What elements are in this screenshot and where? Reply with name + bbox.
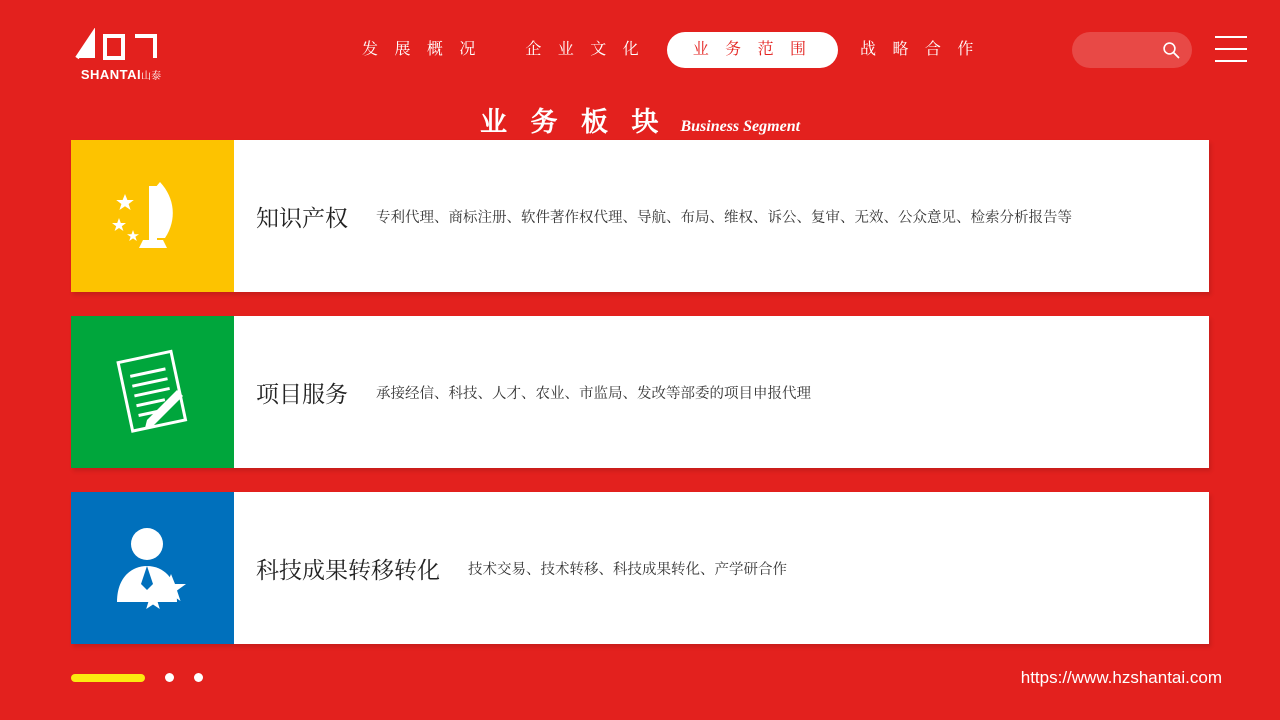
card-title: 科技成果转移转化 xyxy=(256,556,440,583)
list-item[interactable] xyxy=(71,492,1209,644)
nav-item-business-scope[interactable]: 业 务 范 围 xyxy=(667,32,838,68)
carousel-pagination xyxy=(71,673,203,682)
card-title: 项目服务 xyxy=(256,380,348,407)
brand-logo[interactable] xyxy=(71,28,171,90)
card-description: 专利代理、商标注册、软件著作权代理、导航、布局、维权、诉公、复审、无效、公众意见、检索分析报告等 xyxy=(376,209,1072,226)
brand-name xyxy=(81,67,161,82)
document-pen-icon xyxy=(71,316,234,468)
card-body xyxy=(234,492,1209,644)
person-stars-icon xyxy=(71,492,234,644)
site-header xyxy=(0,0,1280,100)
brand-name-en: SHANTAI xyxy=(80,67,142,82)
menu-line-2 xyxy=(1215,48,1247,50)
search-input[interactable] xyxy=(1086,32,1172,68)
list-item[interactable] xyxy=(71,316,1209,468)
card-title: 知识产权 xyxy=(256,204,348,231)
search-icon[interactable] xyxy=(1162,41,1180,59)
page-title-cn: 业 务 板 块 xyxy=(479,107,667,137)
page-title-en: Business Segment xyxy=(680,118,801,135)
main-navigation xyxy=(340,32,1001,68)
site-url: https://www.hzshantai.com xyxy=(1020,668,1222,687)
nav-item-development[interactable]: 发 展 概 况 xyxy=(362,41,482,58)
menu-line-1 xyxy=(1215,36,1247,38)
card-body xyxy=(234,140,1209,292)
pagination-dot-2[interactable] xyxy=(165,673,174,682)
list-item[interactable] xyxy=(71,140,1209,292)
page-title xyxy=(0,100,1280,139)
brand-name-cn: 山泰 xyxy=(141,71,162,82)
card-body xyxy=(234,316,1209,468)
business-segment-list xyxy=(71,140,1209,668)
hamburger-menu-icon[interactable] xyxy=(1215,36,1247,62)
menu-line-3 xyxy=(1215,60,1247,62)
card-description: 承接经信、科技、人才、农业、市监局、发改等部委的项目申报代理 xyxy=(376,385,811,402)
patent-pen-star-icon xyxy=(71,140,234,292)
pagination-dot-3[interactable] xyxy=(194,673,203,682)
nav-item-culture[interactable]: 企 业 文 化 xyxy=(525,41,645,58)
shantai-logo-icon xyxy=(71,28,171,64)
pagination-dot-active[interactable] xyxy=(71,674,145,682)
nav-item-strategic-cooperation[interactable]: 战 略 合 作 xyxy=(860,41,980,58)
search-box[interactable] xyxy=(1072,32,1192,68)
card-description: 技术交易、技术转移、科技成果转化、产学研合作 xyxy=(468,561,787,578)
